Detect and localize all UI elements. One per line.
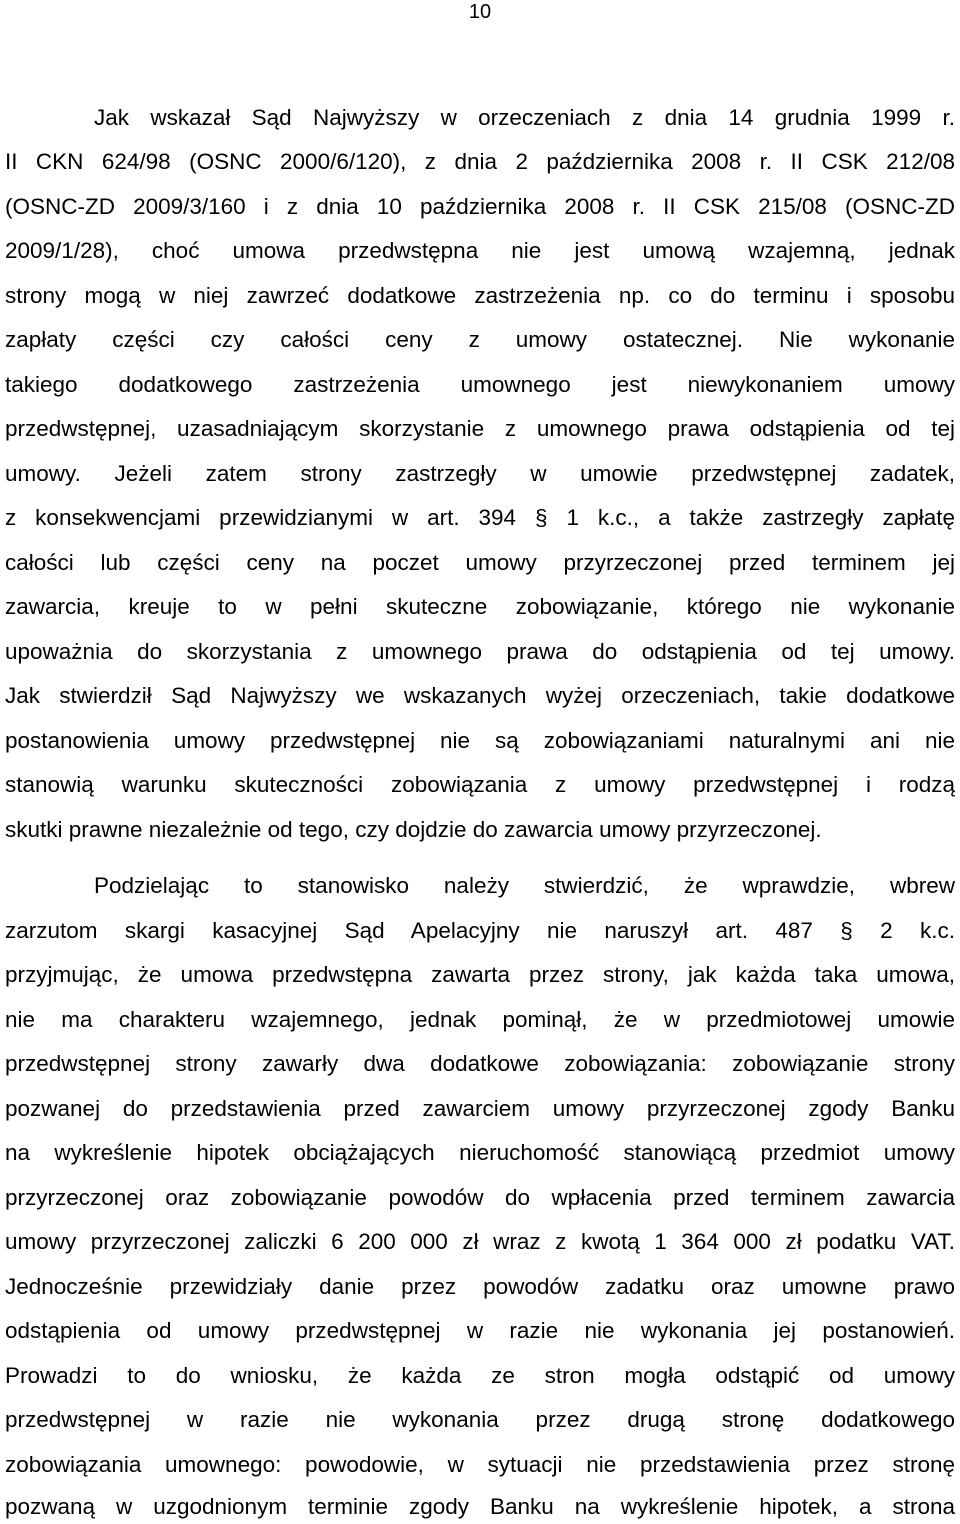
text-line: Jak wskazał Sąd Najwyższy w orzeczeniach z dnia 14 grudnia 1999 r. (94, 105, 955, 130)
text-line: zobowiązania umownego: powodowie, w sytuacji nie przedstawienia przez stronę (5, 1452, 955, 1477)
text-line: (OSNC-ZD 2009/3/160 i z dnia 10 października 2008 r. II CSK 215/08 (OSNC-ZD (5, 194, 955, 219)
text-line: przedwstępnej w razie nie wykonania przez drugą stronę dodatkowego (5, 1407, 955, 1432)
text-line: z konsekwencjami przewidzianymi w art. 394 § 1 k.c., a także zastrzegły zapłatę (5, 505, 955, 530)
text-line: Jak stwierdził Sąd Najwyższy we wskazanych wyżej orzeczeniach, takie dodatkowe (5, 683, 955, 708)
text-line: zarzutom skargi kasacyjnej Sąd Apelacyjny nie naruszył art. 487 § 2 k.c. (5, 918, 955, 943)
text-line: 2009/1/28), choć umowa przedwstępna nie jest umową wzajemną, jednak (5, 238, 955, 263)
text-line: pozwanej do przedstawienia przed zawarciem umowy przyrzeczonej zgody Banku (5, 1096, 955, 1121)
text-line: postanowienia umowy przedwstępnej nie są zobowiązaniami naturalnymi ani nie (5, 728, 955, 753)
text-line: II CKN 624/98 (OSNC 2000/6/120), z dnia 2 października 2008 r. II CSK 212/08 (5, 149, 955, 174)
text-line: pozwaną w uzgodnionym terminie zgody Banku na wykreślenie hipotek, a strona (5, 1494, 955, 1519)
text-line: przyrzeczonej oraz zobowiązanie powodów do wpłacenia przed terminem zawarcia (5, 1185, 955, 1210)
text-line: na wykreślenie hipotek obciążających nieruchomość stanowiącą przedmiot umowy (5, 1140, 955, 1165)
text-line: umowy. Jeżeli zatem strony zastrzegły w umowie przedwstępnej zadatek, (5, 461, 955, 486)
text-line: odstąpienia od umowy przedwstępnej w razie nie wykonania jej postanowień. (5, 1318, 955, 1343)
text-line: przedwstępnej, uzasadniającym skorzystanie z umownego prawa odstąpienia od tej (5, 416, 955, 441)
text-line: przyjmując, że umowa przedwstępna zawarta przez strony, jak każda taka umowa, (5, 962, 955, 987)
text-line: zawarcia, kreuje to w pełni skuteczne zobowiązanie, którego nie wykonanie (5, 594, 955, 619)
text-line: umowy przyrzeczonej zaliczki 6 200 000 zł wraz z kwotą 1 364 000 zł podatku VAT. (5, 1229, 955, 1254)
text-line: Jednocześnie przewidziały danie przez powodów zadatku oraz umowne prawo (5, 1274, 955, 1299)
text-line: zapłaty części czy całości ceny z umowy ostatecznej. Nie wykonanie (5, 327, 955, 352)
text-line: całości lub części ceny na poczet umowy przyrzeczonej przed terminem jej (5, 550, 955, 575)
page-number: 10 (468, 1, 492, 23)
text-line: upoważnia do skorzystania z umownego prawa do odstąpienia od tej umowy. (5, 639, 955, 664)
text-line: Prowadzi to do wniosku, że każda ze stron mogła odstąpić od umowy (5, 1363, 955, 1388)
text-line: przedwstępnej strony zawarły dwa dodatkowe zobowiązania: zobowiązanie strony (5, 1051, 955, 1076)
text-line: takiego dodatkowego zastrzeżenia umownego jest niewykonaniem umowy (5, 372, 955, 397)
text-line: strony mogą w niej zawrzeć dodatkowe zastrzeżenia np. co do terminu i sposobu (5, 283, 955, 308)
text-line: skutki prawne niezależnie od tego, czy dojdzie do zawarcia umowy przyrzeczonej. (5, 817, 822, 842)
text-line: nie ma charakteru wzajemnego, jednak pominął, że w przedmiotowej umowie (5, 1007, 955, 1032)
text-line: Podzielając to stanowisko należy stwierdzić, że wprawdzie, wbrew (94, 873, 955, 898)
text-line: stanowią warunku skuteczności zobowiązania z umowy przedwstępnej i rodzą (5, 772, 955, 797)
